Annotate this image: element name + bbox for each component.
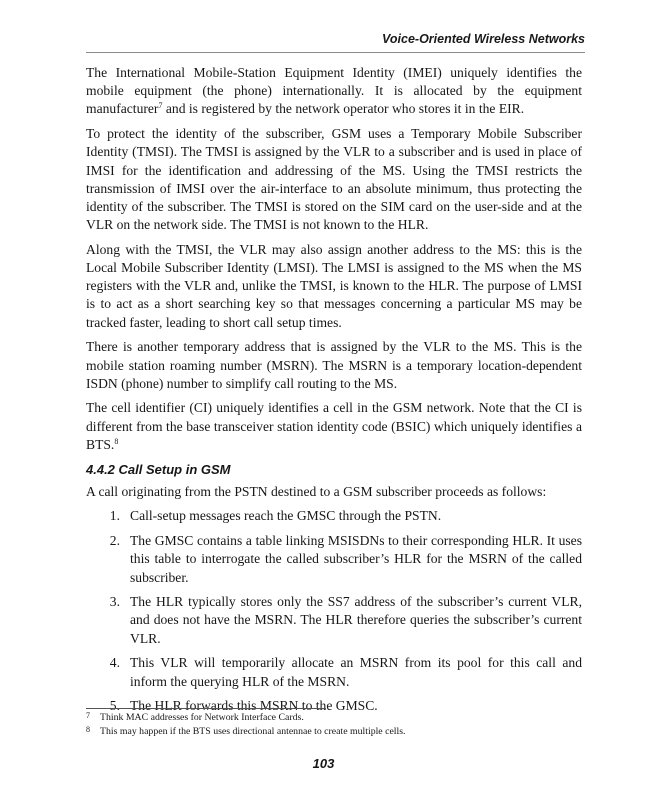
header-rule (86, 52, 585, 53)
footnote-8 (86, 725, 582, 739)
list-item (86, 593, 582, 648)
footnote-ref-8: 8 (114, 436, 119, 446)
footnote-mark: 7 (86, 711, 90, 720)
running-header: Voice-Oriented Wireless Networks (382, 32, 585, 46)
step-number: 2. (109, 533, 120, 549)
step-number: 4. (109, 655, 120, 671)
step-text: The HLR typically stores only the SS7 address of the subscriber’s current VLR, and does not have the MSRN. The HLR therefore queries the subscriber’s current VLR. (130, 594, 582, 646)
step-text: The HLR forwards this MSRN to the GMSC. (130, 698, 378, 714)
paragraph-imei: The International Mobile-Station Equipment Identity (IMEI) uniquely identifies the mobile equipment (the phone) internationally. It is allocated by the equipment manufacturer$^7$ and is registered by the network operator who stores it in the EIR. (86, 65, 582, 117)
footnote-text: This may happen if the BTS uses directional antennae to create multiple cells. (100, 726, 406, 737)
paragraph-msrn: There is another temporary address that is assigned by the VLR to the MS. This is the mobile station roaming number (MSRN). The MSRN is a temporary location-dependent ISDN (phone) number to simplify call routing to the MS. (86, 339, 582, 391)
footnote-ref-7: 7 (158, 101, 163, 111)
paragraph-ci: The cell identifier (CI) uniquely identifies a cell in the GSM network. Note that the CI is different from the base transceiver station identity code (BSIC) which uniquely identifies a BTS.$^8$ (86, 400, 582, 452)
list-item (86, 654, 582, 690)
footnote-mark: 8 (86, 725, 90, 734)
call-setup-steps (86, 507, 582, 715)
footnote-7 (86, 711, 582, 725)
section-heading: 4.4.2 Call Setup in GSM (86, 461, 231, 477)
step-number: 5. (109, 698, 120, 714)
paragraph-tmsi: To protect the identity of the subscriber, GSM uses a Temporary Mobile Subscriber Identity (TMSI). The TMSI is assigned by the VLR to a subscriber and is used in place of IMSI for the identification and addressing of the MS. Using the TMSI restricts the transmission of IMSI over the air-interface to an absolute minimum, thus protecting the identity of the subscriber. The TMSI is stored on the SIM card on the user-side and at the VLR on the network side. The TMSI is not known to the HLR. (86, 126, 582, 233)
footnote-text: Think MAC addresses for Network Interface Cards. (100, 712, 304, 723)
list-item (86, 532, 582, 587)
section-intro: A call originating from the PSTN destined to a GSM subscriber proceeds as follows: (86, 483, 547, 499)
step-text: The GMSC contains a table linking MSISDNs to their corresponding HLR. It uses this table to interrogate the called subscriber’s HLR for the MSRN of the called subscriber. (130, 533, 582, 585)
page-number: 103 (312, 756, 335, 771)
body-text (86, 64, 582, 722)
list-item (86, 507, 582, 525)
step-text: This VLR will temporarily allocate an MSRN from its pool for this call and inform the querying HLR of the MSRN. (130, 655, 582, 689)
footnote-rule (86, 708, 326, 709)
step-text: Call-setup messages reach the GMSC through the PSTN. (130, 508, 442, 524)
footnotes (86, 711, 582, 739)
step-number: 3. (109, 594, 120, 610)
paragraph-lmsi: Along with the TMSI, the VLR may also assign another address to the MS: this is the Local Mobile Subscriber Identity (LMSI). The LMSI is assigned to the MS when the MS registers with the VLR and, unlike the TMSI, is known to the HLR. The purpose of LMSI is to act as a short searching key so that messages concerning a particular MS may be tracked faster, leading to short call setup times. (86, 241, 582, 330)
step-number: 1. (109, 508, 120, 524)
